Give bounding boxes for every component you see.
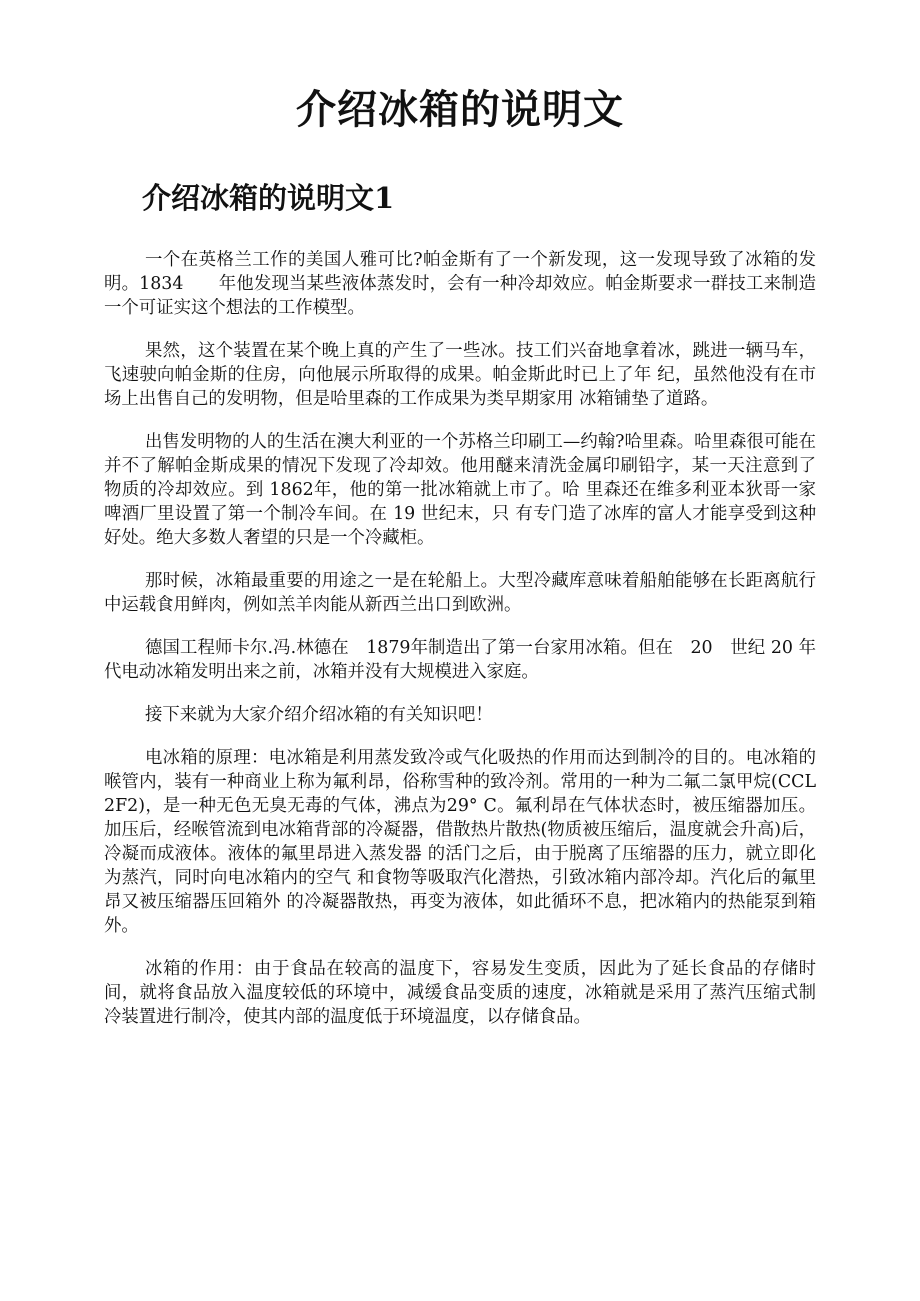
document-title: 介绍冰箱的说明文 [296,86,624,133]
document-body [104,248,816,1048]
paragraph: 那时候，冰箱最重要的用途之一是在轮船上。大型冷藏库意味着船舶能够在长距离航行中运载食用鲜肉，例如羔羊肉能从新西兰出口到欧洲。 [104,571,816,615]
section-heading: 介绍冰箱的说明文1 [142,181,395,215]
paragraph: 一个在英格兰工作的美国人雅可比?帕金斯有了一个新发现，这一发现导致了冰箱的发明。1834 年他发现当某些液体蒸发时，会有一种冷却效应。帕金斯要求一群技工来制造一个可证实这个想法的工作模型。 [104,250,816,318]
paragraph: 电冰箱的原理：电冰箱是利用蒸发致冷或气化吸热的作用而达到制冷的目的。电冰箱的喉管内，装有一种商业上称为氟利昂，俗称雪种的致冷剂。常用的一种为二氟二氯甲烷(CCL2F2)，是一种无色无臭无毒的气体，沸点为29° C。氟利昂在气体状态时，被压缩器加压。加压后，经喉管流到电冰箱背部的冷凝器，借散热片散热(物质被压缩后，温度就会升高)后，冷凝而成液体。液体的氟里昂进入蒸发器 的活门之后，由于脱离了压缩器的压力，就立即化为蒸汽，同时向电冰箱内的空气 和食物等吸取汽化潜热，引致冰箱内部冷却。汽化后的氟里昂又被压缩器压回箱外 的冷凝器散热，再变为液体，如此循环不息，把冰箱内的热能泵到箱外。 [104,748,816,936]
paragraph: 出售发明物的人的生活在澳大利亚的一个苏格兰印刷工—约翰?哈里森。哈里森很可能在并不了解帕金斯成果的情况下发现了冷却效。他用醚来清洗金属印刷铅字，某一天注意到了物质的冷却效应。到 1862年，他的第一批冰箱就上市了。哈 里森还在维多利亚本狄哥一家啤酒厂里设置了第一个制冷车间。在 19 世纪末，只 有专门造了冰库的富人才能享受到这种好处。绝大多数人奢望的只是一个冷藏柜。 [104,432,816,548]
paragraph: 接下来就为大家介绍介绍冰箱的有关知识吧！ [145,705,493,725]
paragraph: 德国工程师卡尔.冯.林德在 1879年制造出了第一台家用冰箱。但在 20 世纪 20 年代电动冰箱发明出来之前，冰箱并没有大规模进入家庭。 [104,638,816,682]
paragraph: 果然，这个装置在某个晚上真的产生了一些冰。技工们兴奋地拿着冰，跳进一辆马车，飞速驶向帕金斯的住房，向他展示所取得的成果。帕金斯此时已上了年 纪，虽然他没有在市场上出售自己的发明物，但是哈里森的工作成果为类早期家用 冰箱铺垫了道路。 [104,341,816,409]
paragraph: 冰箱的作用：由于食品在较高的温度下，容易发生变质，因此为了延长食品的存储时间，就将食品放入温度较低的环境中，减缓食品变质的速度，冰箱就是采用了蒸汽压缩式制冷装置进行制冷，使其内部的温度低于环境温度，以存储食品。 [104,959,816,1027]
